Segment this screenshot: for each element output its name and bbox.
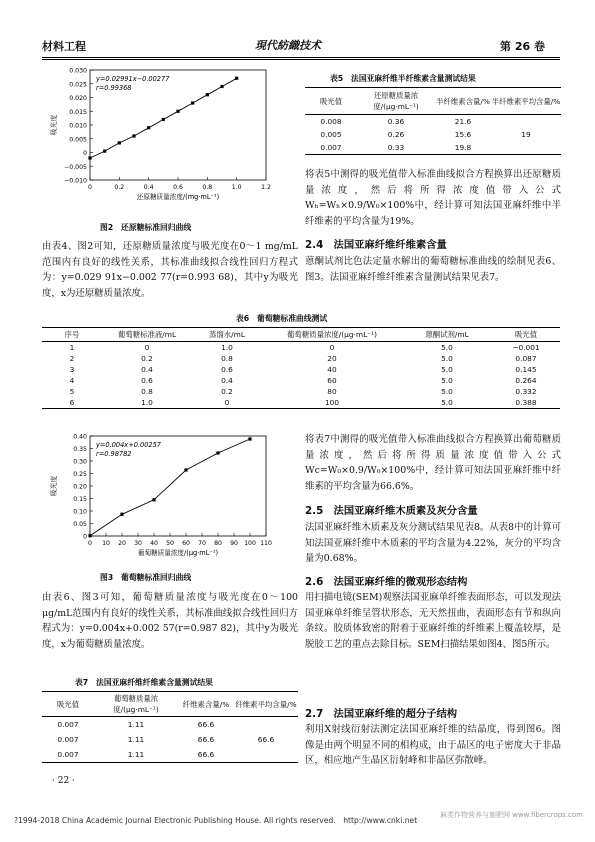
x-tick-label: 80 xyxy=(214,540,222,547)
right-paragraph-2: 蒽酮试剂比色法定量水解出的葡萄糖标准曲线的绘制见表6、图3。法国亚麻纤维纤维素含量测试结果见表7。 xyxy=(305,256,561,283)
y-tick-label: 0.005 xyxy=(69,136,87,144)
section-2-7-heading: 2.7 法国亚麻纤维的超分子结构 xyxy=(305,708,458,720)
x-tick-label: 70 xyxy=(198,540,206,547)
table6-cell: 1.0 xyxy=(141,398,153,407)
data-point xyxy=(88,156,91,159)
fig3-caption: 图3 葡萄糖标准回归曲线 xyxy=(100,573,192,582)
right-paragraph-6: 利用X射线衍射法测定法国亚麻纤维的结晶度，得到图6。图像是由两个明显不同的相构成，由于晶区的电子密度大于非晶区，相应地产生晶区衍射峰和非晶区弥散峰。 xyxy=(305,724,561,766)
table6-header: 蒸馏水/mL xyxy=(209,330,245,339)
data-point xyxy=(216,451,219,454)
right-paragraph-3: 将表7中测得的吸光值带入标准曲线拟合方程换算出葡萄糖质量浓度，然后将所得质量浓度值带入公式Wc=W₀×0.9/W₀×100%中，经计算可知法国亚麻纤维中纤维素的平均含量为66.6%。 xyxy=(305,434,561,492)
table5-cell: 0.008 xyxy=(320,117,342,126)
data-point xyxy=(206,93,209,96)
header-rule-2 xyxy=(42,59,560,60)
volume-label: 第 26 卷 xyxy=(500,40,545,53)
table6-cell: 20 xyxy=(327,354,337,363)
section-2-4-heading: 2.4 法国亚麻纤维纤维素含量 xyxy=(305,239,447,251)
y-tick-label: 0 xyxy=(83,150,87,157)
table6-cell: 0.6 xyxy=(221,365,233,374)
y-tick-label: 0.15 xyxy=(73,496,87,503)
table6-cell: 0 xyxy=(144,343,150,352)
table6-cell: 5.0 xyxy=(441,376,453,385)
table6-cell: 5.0 xyxy=(441,365,453,374)
table5-cell: 19.8 xyxy=(454,143,472,152)
table5-cell: 0.007 xyxy=(320,143,342,152)
y-tick-label: −0.005 xyxy=(64,163,87,171)
table7-cell: 0.007 xyxy=(57,720,79,729)
table6-header: 葡萄糖标准液/mL xyxy=(117,330,177,339)
x-tick-label: 0.6 xyxy=(173,184,183,191)
x-tick-label: 50 xyxy=(166,540,174,547)
table6-cell: 0.6 xyxy=(141,376,153,385)
y-tick-label: 0.030 xyxy=(69,67,87,75)
table6-caption: 表6 葡萄糖标准曲线测试 xyxy=(236,314,328,323)
table7-cell: 66.6 xyxy=(197,735,215,744)
table6 xyxy=(42,327,560,409)
y-tick-label: 0.10 xyxy=(73,508,87,516)
table6-cell: 3 xyxy=(69,365,75,374)
table5-cell: 0.005 xyxy=(320,130,342,139)
data-point xyxy=(220,85,223,88)
table6-header: 葡萄糖质量浓度/(μg·mL⁻¹) xyxy=(287,330,377,339)
journal-title-center: 現代紡織技术 xyxy=(255,39,321,52)
table6-cell: 40 xyxy=(327,365,337,374)
table6-cell: 0.4 xyxy=(141,365,153,374)
table5-caption: 表5 法国亚麻纤维半纤维素含量测试结果 xyxy=(330,74,476,83)
table7-cell: 1.11 xyxy=(127,735,145,744)
table7-cell: 1.11 xyxy=(127,750,145,759)
table7-header: 纤维素含量/% xyxy=(182,699,230,709)
data-point xyxy=(88,534,91,537)
data-point xyxy=(248,437,251,440)
table6-cell: 0.2 xyxy=(221,387,233,396)
table6-cell: 0.145 xyxy=(515,365,537,374)
x-tick-label: 0 xyxy=(88,540,92,547)
footer-copyright: ?1994-2018 China Academic Journal Electronic Publishing House. All rights reserved. http://www.cnki.net xyxy=(14,816,418,825)
footer-watermark: 麻类作物营养与施肥网 www.fibercrops.com xyxy=(440,811,583,819)
table6-cell: 0.264 xyxy=(515,376,537,385)
table6-cell: 0.2 xyxy=(141,354,153,363)
y-tick-label: 0.025 xyxy=(69,81,87,89)
fig2-caption: 图2 还原糖标准回归曲线 xyxy=(100,223,192,232)
table6-cell: 2 xyxy=(69,354,75,363)
data-point xyxy=(118,141,121,144)
section-2-5-heading: 2.5 法国亚麻纤维木质素及灰分含量 xyxy=(305,505,478,517)
table5-header: 半纤维素平均含量/% xyxy=(491,96,561,106)
y-tick-label: 0.05 xyxy=(73,521,87,528)
table6-header: 吸光值 xyxy=(514,330,538,339)
x-axis-label: 还原糖质量浓度/(mg·mL⁻¹) xyxy=(136,193,220,201)
x-tick-label: 0.2 xyxy=(114,184,125,191)
y-axis-label: 吸光度 xyxy=(50,114,58,136)
y-tick-label: 0.015 xyxy=(69,108,87,116)
table6-cell: 0.332 xyxy=(515,387,537,396)
table5-header: 吸光值 xyxy=(319,96,343,106)
table6-cell: 5 xyxy=(69,387,75,396)
data-point xyxy=(162,118,165,121)
table7 xyxy=(42,691,298,763)
table6-cell: 60 xyxy=(327,376,337,385)
right-paragraph-5: 用扫描电镜(SEM)观察法国亚麻单纤维表面形态，可以发现法国亚麻单纤维呈管状形态，无天然扭曲，表面形态有节和纵向条纹。胶质体致密的附着于亚麻纤维的纤维素上覆盖较厚，是脱胶工艺的重点去除目标。SEM扫描结果如图4、图5所示。 xyxy=(305,592,561,650)
table6-cell: 4 xyxy=(69,376,75,385)
y-tick-label: 0.35 xyxy=(73,446,87,453)
data-point xyxy=(176,110,179,113)
r-label: r=0.98782 xyxy=(96,450,132,458)
section-2-6-heading: 2.6 法国亚麻纤维的微观形态结构 xyxy=(305,576,468,588)
table5-cell: 21.6 xyxy=(454,117,472,126)
table7-caption: 表7 法国亚麻纤维纤维素含量测试结果 xyxy=(75,678,213,687)
table6-cell: 0.388 xyxy=(515,398,537,407)
x-tick-label: 1.2 xyxy=(261,184,271,191)
table6-cell: 5.0 xyxy=(441,354,453,363)
x-tick-label: 1.0 xyxy=(231,184,242,191)
data-point xyxy=(132,134,135,137)
table7-cell: 66.6 xyxy=(197,720,215,729)
header-rule xyxy=(42,57,560,58)
table6-cell: 80 xyxy=(327,387,337,396)
left-paragraph-1: 由表4、图2可知，还原糖质量浓度与吸光度在0～1 mg/mL范围内有良好的线性关系，其标准曲线拟合线性回归方程式为：y=0.029 91x−0.002 77(r=0.993 68)，其中y为吸光度，x为还原糖质量浓度。 xyxy=(42,241,298,299)
fig3-chart xyxy=(48,432,280,567)
table6-cell: 1 xyxy=(69,343,75,352)
table6-cell: 5.0 xyxy=(441,387,453,396)
data-point xyxy=(191,101,194,104)
y-tick-label: 0.25 xyxy=(73,471,87,478)
table6-cell: 5.0 xyxy=(441,343,453,352)
table7-avg: 66.6 xyxy=(257,735,275,744)
fig2-chart xyxy=(48,66,280,216)
table6-cell: 5.0 xyxy=(441,398,453,407)
table7-header: 纤维素平均含量/% xyxy=(235,699,297,709)
r-label: r=0.99368 xyxy=(96,84,132,92)
table7-cell: 1.11 xyxy=(127,720,145,729)
right-paragraph-1: 将表5中测得的吸光值带入标准曲线拟合方程换算出还原糖质量浓度，然后将所得浓度值带入公式Wₕ=Wₕ×0.9/W₀×100%中，经计算可知法国亚麻纤维中半纤维素的平均含量为19%。 xyxy=(305,169,561,227)
y-axis-label: 吸光度 xyxy=(50,475,58,497)
x-tick-label: 90 xyxy=(230,540,238,547)
table5-cell: 15.6 xyxy=(454,130,472,139)
table7-cell: 66.6 xyxy=(197,750,215,759)
page-number: · 22 · xyxy=(52,776,75,786)
table6-header: 序号 xyxy=(64,330,80,339)
table7-header: 吸光值 xyxy=(56,699,80,709)
right-paragraph-4: 法国亚麻纤维木质素及灰分测试结果见表8。从表8中的计算可知法国亚麻纤维中木质素的平均含量为4.22%，灰分的平均含量为0.68%。 xyxy=(305,522,561,564)
table6-cell: 0.8 xyxy=(141,387,153,396)
table5-cell: 0.26 xyxy=(387,130,405,139)
table6-cell: 0 xyxy=(329,343,335,352)
table5-header: 还原糖质量浓度/(μg·mL⁻¹) xyxy=(373,91,419,111)
table5-avg: 19 xyxy=(521,130,531,139)
table6-cell: 100 xyxy=(324,398,340,407)
x-tick-label: 10 xyxy=(102,540,110,547)
data-point xyxy=(120,513,123,516)
y-tick-label: 0 xyxy=(83,533,87,541)
y-tick-label: 0.30 xyxy=(73,458,87,466)
table5-cell: 0.33 xyxy=(387,143,405,152)
x-tick-label: 0 xyxy=(88,184,92,191)
equation-label: y=0.004x+0.00257 xyxy=(96,441,161,449)
x-tick-label: 110 xyxy=(260,540,272,547)
table5-cell: 0.36 xyxy=(387,117,405,126)
table6-cell: −0.001 xyxy=(512,343,540,352)
table5 xyxy=(305,87,561,155)
table6-cell: 0 xyxy=(224,398,230,407)
data-point xyxy=(235,77,238,80)
left-paragraph-2: 由表6、图3可知，葡萄糖质量浓度与吸光度在0～100 μg/mL范围内有良好的线性关系，其标准曲线拟合线性回归方程式为：y=0.004x+0.002 57(r=0.987 82)，其中y为吸光度，x为葡萄糖质量浓度。 xyxy=(42,592,298,650)
x-tick-label: 20 xyxy=(118,540,126,547)
data-point xyxy=(152,498,155,501)
data-point xyxy=(184,468,187,471)
data-point xyxy=(147,126,150,129)
table6-cell: 0.8 xyxy=(221,354,233,363)
equation-label: y=0.02991x−0.00277 xyxy=(96,75,170,83)
journal-name: 材料工程 xyxy=(42,40,86,53)
table7-cell: 0.007 xyxy=(57,735,79,744)
table5-header: 半纤维素含量/% xyxy=(436,96,490,106)
table7-header: 葡萄糖质量浓度/(μg·mL⁻¹) xyxy=(113,694,159,714)
y-tick-label: 0.40 xyxy=(73,433,87,441)
data-point xyxy=(103,150,106,153)
table7-cell: 0.007 xyxy=(57,750,79,759)
x-tick-label: 100 xyxy=(244,540,256,547)
x-tick-label: 0.8 xyxy=(202,184,213,191)
x-tick-label: 60 xyxy=(182,540,190,547)
x-tick-label: 40 xyxy=(150,540,158,547)
x-tick-label: 0.4 xyxy=(143,184,154,191)
table6-cell: 0.4 xyxy=(221,376,233,385)
x-axis-label: 葡萄糖质量浓度/(μg·mL⁻¹) xyxy=(137,549,219,557)
y-tick-label: 0.20 xyxy=(73,483,87,491)
table6-cell: 0.087 xyxy=(515,354,537,363)
y-tick-label: 0.010 xyxy=(69,122,87,130)
y-tick-label: 0.020 xyxy=(69,95,87,102)
y-tick-label: −0.010 xyxy=(64,177,87,185)
table6-cell: 6 xyxy=(69,398,75,407)
table6-cell: 1.0 xyxy=(221,343,233,352)
table6-header: 蒽酮试剂/mL xyxy=(425,330,469,339)
x-tick-label: 30 xyxy=(134,540,142,547)
